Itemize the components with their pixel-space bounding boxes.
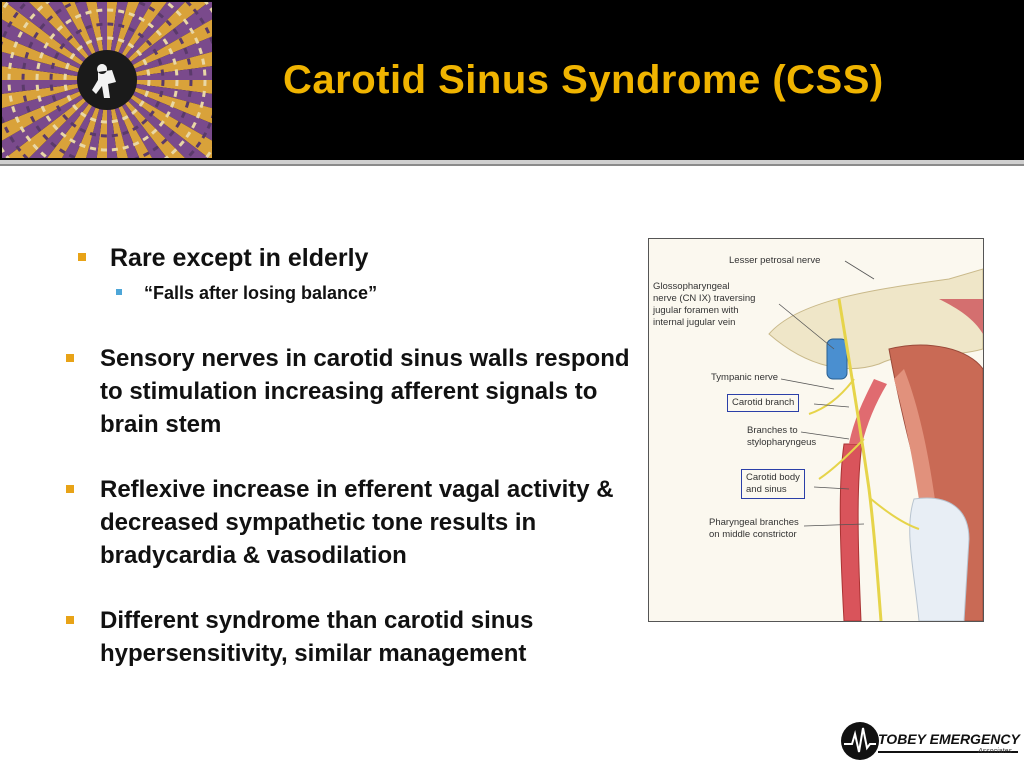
header-divider-shadow xyxy=(0,164,1024,166)
bullet-marker xyxy=(66,485,74,493)
bullet-marker xyxy=(66,354,74,362)
label-line: stylopharyngeus xyxy=(747,437,817,448)
label-carotid-body xyxy=(741,469,805,499)
bullet-list xyxy=(60,240,640,702)
bullet-level1 xyxy=(60,604,640,670)
bullet-text: “Falls after losing balance” xyxy=(144,283,378,303)
slide-title: Carotid Sinus Syndrome (CSS) xyxy=(283,58,884,102)
bullet-level1 xyxy=(60,342,640,441)
label-line: nerve (CN IX) traversing xyxy=(653,293,756,304)
label-line: internal jugular vein xyxy=(653,317,736,328)
label-line: Glossopharyngeal xyxy=(653,281,730,292)
logo-name: TOBEY EMERGENCY xyxy=(878,731,1020,747)
label-lesser-petrosal: Lesser petrosal nerve xyxy=(729,255,821,266)
label-line: Pharyngeal branches xyxy=(709,517,799,528)
anatomy-illustration xyxy=(648,238,984,622)
logo-subtitle: Associates xyxy=(978,748,1012,755)
sub-bullet-marker xyxy=(116,289,122,295)
label-pharyngeal xyxy=(709,517,799,541)
label-line: on middle constrictor xyxy=(709,529,797,540)
label-line: jugular foramen with xyxy=(653,305,739,316)
bullet-marker xyxy=(66,616,74,624)
label-line: and sinus xyxy=(746,484,787,495)
label-line: Branches to xyxy=(747,425,798,436)
bullet-level1 xyxy=(60,240,640,276)
label-line: Carotid body xyxy=(746,472,800,483)
label-glossopharyngeal xyxy=(653,281,755,329)
slide-header xyxy=(0,0,1024,160)
label-tympanic: Tympanic nerve xyxy=(711,372,779,383)
bullet-level1 xyxy=(60,473,640,572)
bullet-text: Reflexive increase in efferent vagal activity & decreased sympathetic tone results in bradycardia & vasodilation xyxy=(100,476,614,569)
bullet-text: Different syndrome than carotid sinus hypersensitivity, similar management xyxy=(100,607,534,667)
bullet-marker xyxy=(78,253,86,261)
bullet-text: Sensory nerves in carotid sinus walls respond to stimulation increasing afferent signals to brain stem xyxy=(100,345,630,438)
label-stylopharyngeus xyxy=(747,425,816,449)
hypnotic-illusion-image xyxy=(2,2,212,158)
bullet-text: Rare except in elderly xyxy=(110,244,369,272)
label-carotid-branch: Carotid branch xyxy=(727,394,799,412)
bullet-level2 xyxy=(60,276,640,310)
